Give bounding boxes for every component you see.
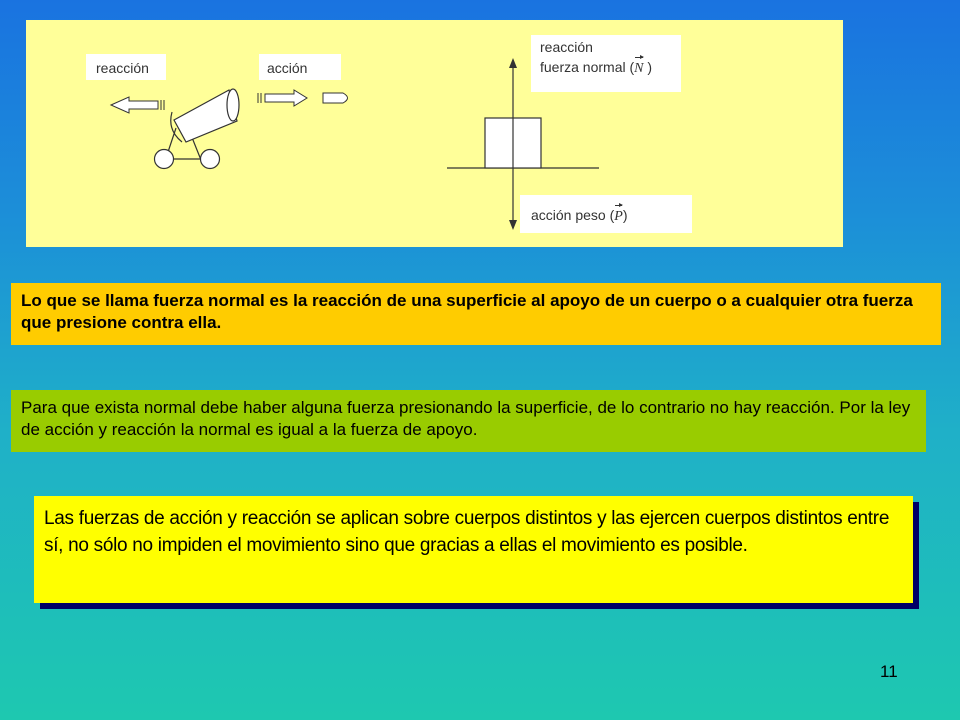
normal-force-line1: reacción	[540, 39, 593, 55]
action-arrow	[258, 90, 307, 106]
normal-force-line2	[540, 56, 681, 77]
normal-force-prefix: fuerza normal (	[540, 59, 635, 75]
diagram-panel	[26, 20, 843, 247]
reaction-arrow	[111, 97, 164, 113]
cannon-reaction-label	[86, 54, 166, 80]
normal-condition-box: Para que exista normal debe haber alguna fuerza presionando la superficie, de lo contrario no hay reacción. Por la ley de acción y reacción la normal es igual a la fuerza de apoyo.	[11, 390, 926, 452]
action-reaction-box: Las fuerzas de acción y reacción se aplican sobre cuerpos distintos y las ejercen cuerpos distintos entre sí, no sólo no impiden el movimiento sino que gracias a ellas el movimiento es posible.	[34, 496, 913, 603]
normal-definition-box: Lo que se llama fuerza normal es la reacción de una superficie al apoyo de un cuerpo o a cualquier otra fuerza que presione contra ella.	[11, 283, 941, 345]
projectile-icon	[323, 93, 348, 103]
page-number: 11	[880, 662, 898, 681]
weight-force-label	[520, 195, 692, 233]
normal-vector-symbol: N	[634, 56, 643, 77]
weight-vector-symbol: P	[614, 204, 623, 225]
weight-force-prefix: acción peso (	[531, 207, 615, 223]
cannon-action-label	[259, 54, 341, 80]
normal-force-label	[531, 35, 681, 92]
cannon-icon	[155, 89, 240, 169]
weight-force-suffix: )	[622, 207, 628, 223]
cannon-reaction-text: reacción	[96, 60, 149, 76]
normal-force-suffix: )	[643, 59, 653, 75]
cannon-action-text: acción	[267, 60, 308, 76]
